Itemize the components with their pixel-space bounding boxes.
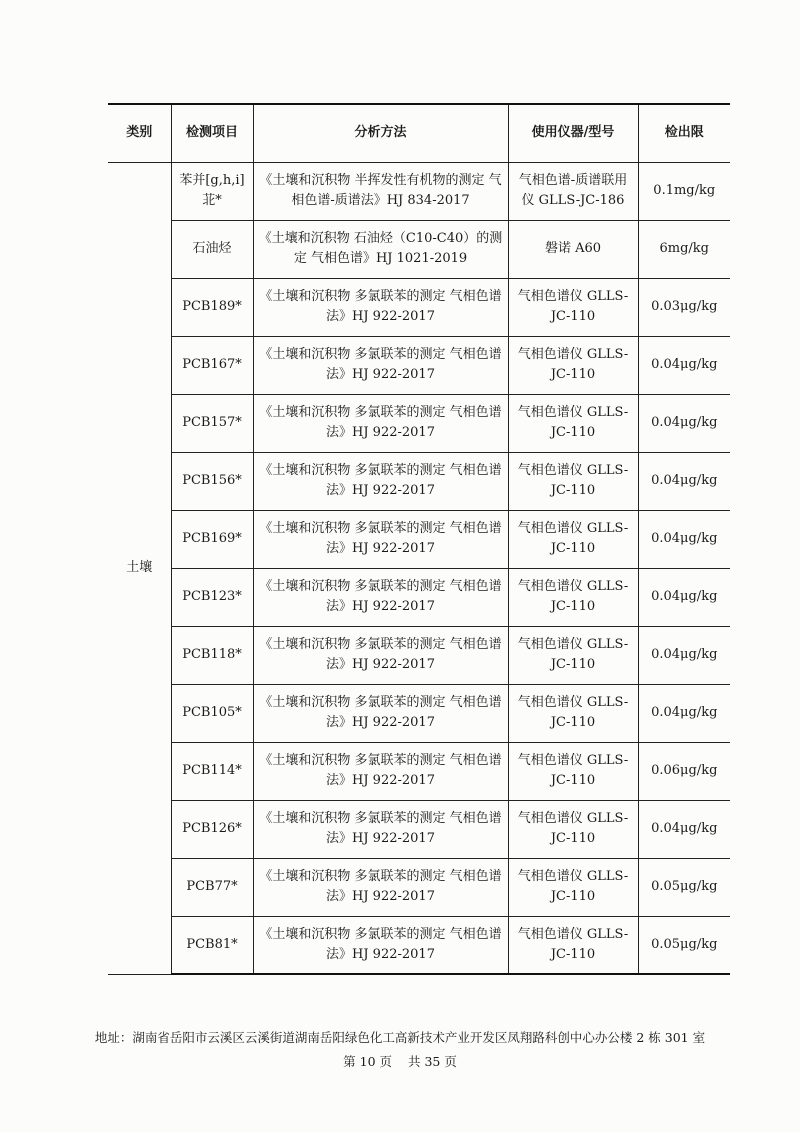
item-cell: PCB189* bbox=[171, 278, 253, 336]
method-cell: 《土壤和沉积物 多氯联苯的测定 气相色谱法》HJ 922-2017 bbox=[253, 858, 508, 916]
item-cell: PCB114* bbox=[171, 742, 253, 800]
table-row bbox=[108, 278, 730, 336]
item-cell: 苯并[g,h,i]苝* bbox=[171, 162, 253, 220]
category-cell: 土壤 bbox=[108, 162, 171, 974]
instrument-cell: 气相色谱仪 GLLS-JC-110 bbox=[508, 742, 638, 800]
instrument-cell: 气相色谱-质谱联用仪 GLLS-JC-186 bbox=[508, 162, 638, 220]
table-header-row bbox=[108, 104, 730, 162]
table-row bbox=[108, 568, 730, 626]
instrument-cell: 气相色谱仪 GLLS-JC-110 bbox=[508, 800, 638, 858]
item-cell: PCB105* bbox=[171, 684, 253, 742]
item-cell: PCB126* bbox=[171, 800, 253, 858]
table-row bbox=[108, 394, 730, 452]
table-row bbox=[108, 510, 730, 568]
item-cell: 石油烃 bbox=[171, 220, 253, 278]
instrument-cell: 气相色谱仪 GLLS-JC-110 bbox=[508, 916, 638, 974]
table-row bbox=[108, 684, 730, 742]
limit-cell: 0.05μg/kg bbox=[638, 858, 730, 916]
page-current: 第 10 页 bbox=[343, 1054, 392, 1069]
method-cell: 《土壤和沉积物 多氯联苯的测定 气相色谱法》HJ 922-2017 bbox=[253, 336, 508, 394]
header-category: 类别 bbox=[108, 104, 171, 162]
item-cell: PCB123* bbox=[171, 568, 253, 626]
detection-method-table bbox=[108, 103, 730, 975]
table-row bbox=[108, 858, 730, 916]
table-row bbox=[108, 626, 730, 684]
limit-cell: 0.04μg/kg bbox=[638, 510, 730, 568]
instrument-cell: 气相色谱仪 GLLS-JC-110 bbox=[508, 626, 638, 684]
header-method: 分析方法 bbox=[253, 104, 508, 162]
item-cell: PCB118* bbox=[171, 626, 253, 684]
limit-cell: 0.03μg/kg bbox=[638, 278, 730, 336]
table-row bbox=[108, 220, 730, 278]
item-cell: PCB81* bbox=[171, 916, 253, 974]
instrument-cell: 气相色谱仪 GLLS-JC-110 bbox=[508, 452, 638, 510]
page-number bbox=[0, 1052, 800, 1070]
instrument-cell: 气相色谱仪 GLLS-JC-110 bbox=[508, 278, 638, 336]
instrument-cell: 气相色谱仪 GLLS-JC-110 bbox=[508, 394, 638, 452]
footer-address: 地址：湖南省岳阳市云溪区云溪街道湖南岳阳绿色化工高新技术产业开发区凤翔路科创中心办公楼 2 栋 301 室 bbox=[94, 1030, 706, 1045]
item-cell: PCB167* bbox=[171, 336, 253, 394]
limit-cell: 0.05μg/kg bbox=[638, 916, 730, 974]
header-instrument: 使用仪器/型号 bbox=[508, 104, 638, 162]
limit-cell: 0.04μg/kg bbox=[638, 452, 730, 510]
method-cell: 《土壤和沉积物 半挥发性有机物的测定 气相色谱-质谱法》HJ 834-2017 bbox=[253, 162, 508, 220]
method-cell: 《土壤和沉积物 多氯联苯的测定 气相色谱法》HJ 922-2017 bbox=[253, 510, 508, 568]
method-cell: 《土壤和沉积物 多氯联苯的测定 气相色谱法》HJ 922-2017 bbox=[253, 684, 508, 742]
method-cell: 《土壤和沉积物 多氯联苯的测定 气相色谱法》HJ 922-2017 bbox=[253, 916, 508, 974]
method-cell: 《土壤和沉积物 多氯联苯的测定 气相色谱法》HJ 922-2017 bbox=[253, 278, 508, 336]
method-cell: 《土壤和沉积物 多氯联苯的测定 气相色谱法》HJ 922-2017 bbox=[253, 568, 508, 626]
instrument-cell: 气相色谱仪 GLLS-JC-110 bbox=[508, 510, 638, 568]
item-cell: PCB77* bbox=[171, 858, 253, 916]
instrument-cell: 气相色谱仪 GLLS-JC-110 bbox=[508, 568, 638, 626]
item-cell: PCB157* bbox=[171, 394, 253, 452]
limit-cell: 0.04μg/kg bbox=[638, 336, 730, 394]
item-cell: PCB156* bbox=[171, 452, 253, 510]
instrument-cell: 气相色谱仪 GLLS-JC-110 bbox=[508, 858, 638, 916]
header-item: 检测项目 bbox=[171, 104, 253, 162]
limit-cell: 0.04μg/kg bbox=[638, 394, 730, 452]
page-total: 共 35 页 bbox=[407, 1054, 457, 1069]
method-cell: 《土壤和沉积物 多氯联苯的测定 气相色谱法》HJ 922-2017 bbox=[253, 800, 508, 858]
limit-cell: 0.04μg/kg bbox=[638, 800, 730, 858]
header-limit: 检出限 bbox=[638, 104, 730, 162]
instrument-cell: 气相色谱仪 GLLS-JC-110 bbox=[508, 684, 638, 742]
table-row bbox=[108, 800, 730, 858]
method-cell: 《土壤和沉积物 石油烃（C10-C40）的测定 气相色谱》HJ 1021-2019 bbox=[253, 220, 508, 278]
method-cell: 《土壤和沉积物 多氯联苯的测定 气相色谱法》HJ 922-2017 bbox=[253, 452, 508, 510]
instrument-cell: 气相色谱仪 GLLS-JC-110 bbox=[508, 336, 638, 394]
limit-cell: 0.06μg/kg bbox=[638, 742, 730, 800]
method-cell: 《土壤和沉积物 多氯联苯的测定 气相色谱法》HJ 922-2017 bbox=[253, 742, 508, 800]
limit-cell: 0.1mg/kg bbox=[638, 162, 730, 220]
table-row bbox=[108, 162, 730, 220]
table-row bbox=[108, 452, 730, 510]
method-cell: 《土壤和沉积物 多氯联苯的测定 气相色谱法》HJ 922-2017 bbox=[253, 626, 508, 684]
method-cell: 《土壤和沉积物 多氯联苯的测定 气相色谱法》HJ 922-2017 bbox=[253, 394, 508, 452]
table-body bbox=[108, 162, 730, 974]
table-row bbox=[108, 336, 730, 394]
instrument-cell: 磐诺 A60 bbox=[508, 220, 638, 278]
table-row bbox=[108, 742, 730, 800]
limit-cell: 0.04μg/kg bbox=[638, 626, 730, 684]
item-cell: PCB169* bbox=[171, 510, 253, 568]
limit-cell: 6mg/kg bbox=[638, 220, 730, 278]
table-row bbox=[108, 916, 730, 974]
limit-cell: 0.04μg/kg bbox=[638, 684, 730, 742]
limit-cell: 0.04μg/kg bbox=[638, 568, 730, 626]
